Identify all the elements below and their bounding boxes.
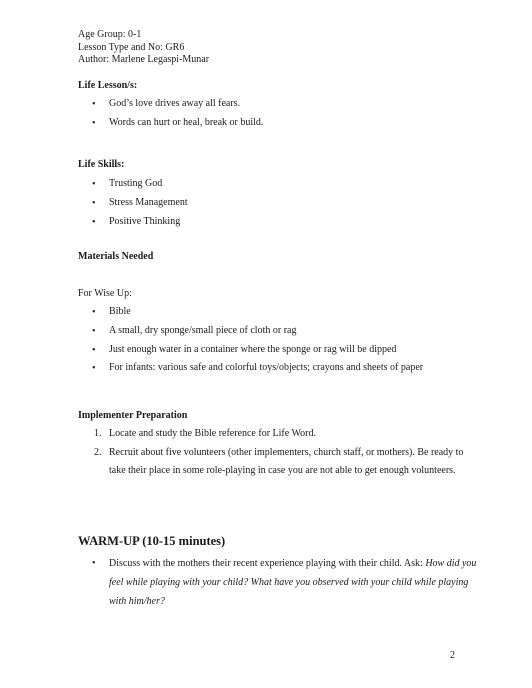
list-item-text: A small, dry sponge/small piece of cloth or rag — [109, 324, 297, 336]
list-item — [78, 197, 188, 216]
list-item — [78, 325, 423, 344]
materials-subtitle: For Wise Up: — [78, 288, 132, 299]
list-item — [78, 98, 263, 117]
life-lessons-heading: Life Lesson/s: — [78, 80, 138, 91]
lesson-header — [78, 29, 209, 67]
author: Author: Marlene Legaspi-Munar — [78, 54, 210, 65]
life-skills-heading: Life Skills: — [78, 159, 125, 170]
materials-list — [78, 306, 423, 381]
warmup-heading: WARM-UP (10-15 minutes) — [78, 534, 226, 548]
implementer-list — [78, 425, 479, 481]
bullet-icon: • — [92, 117, 96, 129]
item-text: Locate and study the Bible reference for Life Word. — [109, 428, 316, 439]
bullet-icon: • — [92, 344, 96, 356]
item-text: Recruit about five volunteers (other implementers, church staff, or mothers). Be ready to take their place in some role-playing in case you are not able to get enough volunteers. — [109, 446, 464, 477]
list-item — [78, 216, 188, 235]
bullet-icon: • — [92, 363, 96, 375]
item-number: 2. — [94, 446, 102, 458]
list-item-text: Bible — [109, 306, 131, 317]
bullet-icon: • — [92, 325, 96, 337]
bullet-icon: • — [92, 216, 96, 228]
life-lessons-list — [78, 98, 263, 136]
list-item — [78, 344, 423, 363]
list-item-text: Stress Management — [109, 196, 188, 208]
list-item — [78, 362, 423, 381]
list-item — [78, 178, 188, 197]
bullet-icon: • — [92, 179, 96, 190]
list-item — [78, 306, 423, 325]
numbered-item — [78, 444, 479, 481]
list-item-text: Just enough water in a container where the sponge or rag will be dipped — [109, 343, 397, 355]
warmup-item — [78, 555, 481, 611]
list-item-text: For infants: various safe and colorful toys/objects; crayons and sheets of paper — [109, 362, 424, 374]
warmup-question: How did you feel while playing with your child? What have you observed with your child while playing with him/her? — [109, 558, 477, 607]
materials-heading: Materials Needed — [78, 251, 154, 262]
bullet-icon: • — [92, 99, 96, 110]
bullet-icon: • — [92, 558, 96, 569]
lesson-type: Lesson Type and No: GR6 — [78, 41, 185, 53]
implementer-heading: Implementer Preparation — [78, 410, 188, 421]
list-item-text: God’s love drives away all fears. — [109, 98, 241, 109]
age-group: Age Group: 0-1 — [78, 29, 142, 40]
page-number: 2 — [450, 650, 455, 661]
numbered-item — [78, 425, 479, 444]
life-skills-list — [78, 178, 188, 234]
list-item-text: Words can hurt or heal, break or build. — [109, 116, 264, 128]
item-number: 1. — [94, 428, 102, 439]
list-item-text: Positive Thinking — [109, 215, 181, 227]
warmup-lead: Discuss with the mothers their recent experience playing with their child. Ask: — [109, 558, 426, 569]
bullet-icon: • — [92, 307, 96, 318]
bullet-icon: • — [92, 197, 96, 209]
list-item-text: Trusting God — [109, 178, 163, 189]
list-item — [78, 117, 263, 136]
